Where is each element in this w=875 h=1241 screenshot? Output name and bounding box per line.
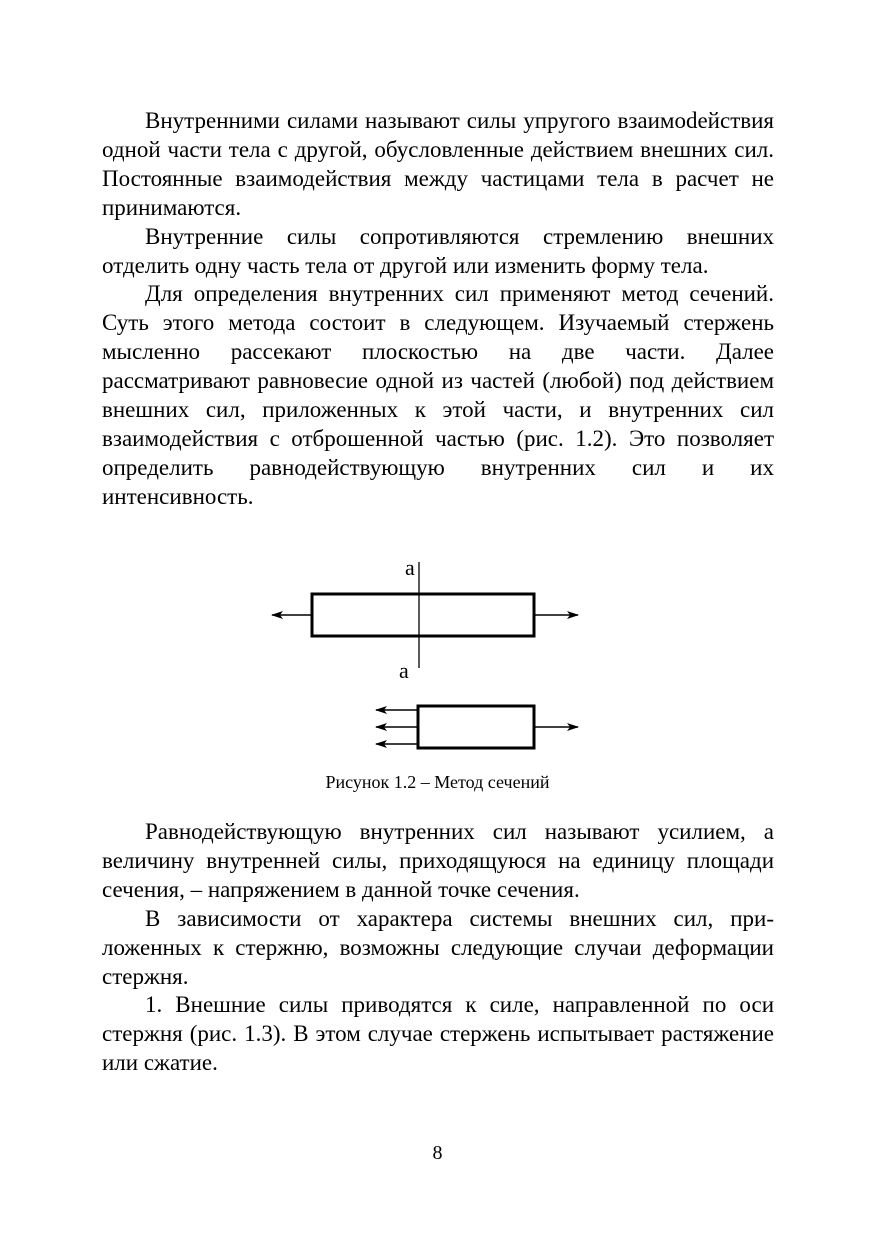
- paragraph: Для определения внутренних сил применяют метод сечений. Суть этого метода состоит в следующем. Изучаемый стержень мысленно рассекают плоскостью на две части. Далее рассматривают равновесие одной из частей (любой) под действием внешних сил, приложенных к этой части, и внутренних сил взаимодействия с отброшенной частью (рис. 1.2). Это позволяет определить равнодействующую внутренних сил и их интенсивность.: [102, 281, 774, 509]
- page-number: 8: [432, 1142, 443, 1164]
- figure-caption: Рисунок 1.2 – Метод сечений: [325, 772, 550, 792]
- paragraph: Равнодействующую внутренних сил называют усилием, а величину внутренней силы, приходящуюся на единицу площади сечения, – напряжением в данной точке сечения.: [102, 819, 774, 902]
- paragraph: 1. Внешние силы приводятся к силе, направленной по оси стержня (рис. 1.3). В этом случае стержень испытывает растяжение или сжатие.: [102, 992, 774, 1076]
- figure-diagram: [0, 550, 875, 760]
- figure-section-method: [0, 550, 875, 760]
- paragraph: В зависимости от характера системы внешних сил, приложенных к стержню, возможны следующие случаи деформации стержня.: [102, 905, 774, 989]
- section-label-bottom: a: [399, 658, 409, 683]
- paragraph: Внутренние силы сопротивляются стремлению внешних отделить одну часть тела от другой или изменить форму тела.: [102, 223, 774, 278]
- text-block-top: [102, 107, 774, 512]
- rod-full: [312, 594, 534, 636]
- rod-cut-part: [418, 706, 534, 748]
- paragraph: Внутренними силами называют силы упругого взаимоdействия одной части тела с другой, обусловленные действием внешних сил. Постоянные взаимодействия между частицами тела в расчет не принимаются.: [102, 108, 774, 220]
- text-block-bottom: [102, 818, 774, 1078]
- section-label-top: a: [405, 555, 415, 580]
